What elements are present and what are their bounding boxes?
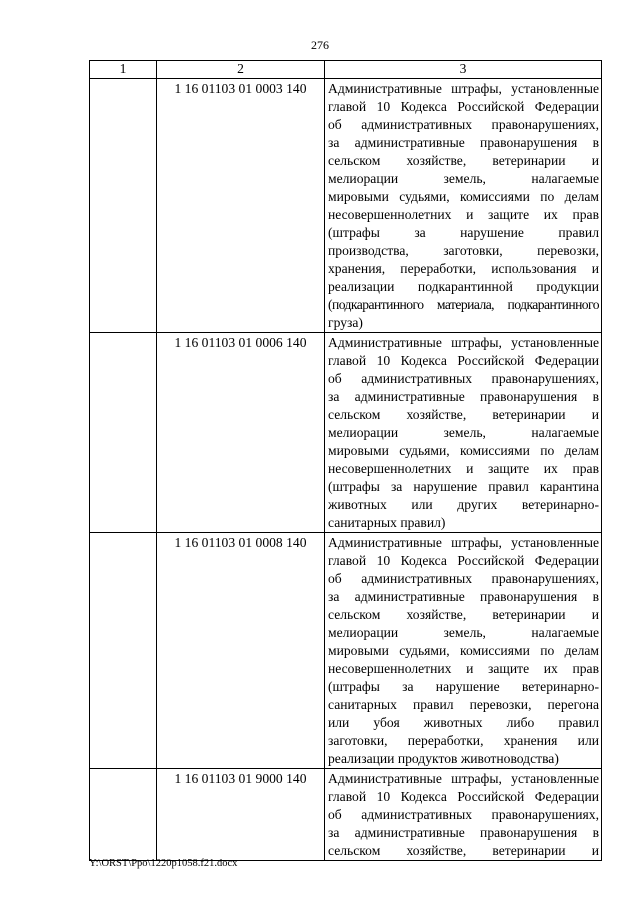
description-line: мелиорации земель, налагаемые: [328, 425, 599, 440]
description-line: мировыми судьями, комиссиями по делам: [328, 443, 599, 458]
description-cell: [325, 79, 602, 333]
description-line: главой 10 Кодекса Российской Федерации: [328, 353, 599, 368]
column-header-1: 1: [90, 61, 157, 79]
description-line: сельском хозяйстве, ветеринарии и: [328, 843, 599, 858]
description-line: (подкарантинного материала, подкарантинного: [328, 297, 599, 312]
description-line: мелиорации земель, налагаемые: [328, 171, 599, 186]
description-line: несовершеннолетних и защите их прав: [328, 661, 599, 676]
column-header-3: 3: [325, 61, 602, 79]
description-line: несовершеннолетних и защите их прав: [328, 461, 599, 476]
description-line: за административные правонарушения в: [328, 389, 599, 404]
description-line: об административных правонарушениях,: [328, 571, 599, 586]
description-line: несовершеннолетних и защите их прав: [328, 207, 599, 222]
description-line: мировыми судьями, комиссиями по делам: [328, 189, 599, 204]
description-line: за административные правонарушения в: [328, 825, 599, 840]
description-line: главой 10 Кодекса Российской Федерации: [328, 99, 599, 114]
table-row: [90, 333, 602, 533]
description-line: главой 10 Кодекса Российской Федерации: [328, 789, 599, 804]
row-number-cell: [90, 769, 157, 861]
description-cell: [325, 769, 602, 861]
description-line: за административные правонарушения в: [328, 589, 599, 604]
description-line: санитарных правил перевозки, перегона: [328, 697, 599, 712]
description-line: реализации подкарантинной продукции: [328, 279, 599, 294]
description-line: Административные штрафы, установленные: [328, 335, 599, 350]
description-line: мировыми судьями, комиссиями по делам: [328, 643, 599, 658]
description-line: (штрафы за нарушение правил: [328, 225, 599, 240]
revenue-code-cell: 1 16 01103 01 0006 140: [157, 333, 325, 533]
description-line: хранения, переработки, использования и: [328, 261, 599, 276]
description-line: производства, заготовки, перевозки,: [328, 243, 599, 258]
table-row: [90, 769, 602, 861]
description-line: (штрафы за нарушение ветеринарно-: [328, 679, 599, 694]
description-line: сельском хозяйстве, ветеринарии и: [328, 407, 599, 422]
table-row: [90, 533, 602, 769]
revenue-code-cell: 1 16 01103 01 9000 140: [157, 769, 325, 861]
description-line: Административные штрафы, установленные: [328, 771, 599, 786]
description-line: мелиорации земель, налагаемые: [328, 625, 599, 640]
description-line: или убоя животных либо правил: [328, 715, 599, 730]
description-line: груза): [328, 315, 363, 330]
description-line: об административных правонарушениях,: [328, 807, 599, 822]
table-header-row: [90, 61, 602, 79]
table-row: [90, 79, 602, 333]
description-line: сельском хозяйстве, ветеринарии и: [328, 607, 599, 622]
page-number: 276: [311, 38, 329, 52]
revenue-code-cell: 1 16 01103 01 0008 140: [157, 533, 325, 769]
description-line: об административных правонарушениях,: [328, 371, 599, 386]
description-line: заготовки, переработки, хранения или: [328, 733, 599, 748]
description-line: (штрафы за нарушение правил карантина: [328, 479, 599, 494]
description-line: реализации продуктов животноводства): [328, 751, 559, 766]
table-body: [90, 79, 602, 861]
description-line: санитарных правил): [328, 515, 446, 530]
row-number-cell: [90, 533, 157, 769]
description-line: Административные штрафы, установленные: [328, 535, 599, 550]
description-line: главой 10 Кодекса Российской Федерации: [328, 553, 599, 568]
revenue-codes-table: [89, 60, 602, 861]
description-line: животных или других ветеринарно-: [328, 497, 599, 512]
description-line: об административных правонарушениях,: [328, 117, 599, 132]
description-line: Административные штрафы, установленные: [328, 81, 599, 96]
footer-file-path: Y:\ORST\Ppo\1220p1058.f21.docx: [89, 858, 238, 869]
column-header-2: 2: [157, 61, 325, 79]
description-cell: [325, 533, 602, 769]
revenue-code-cell: 1 16 01103 01 0003 140: [157, 79, 325, 333]
description-line: сельском хозяйстве, ветеринарии и: [328, 153, 599, 168]
description-cell: [325, 333, 602, 533]
row-number-cell: [90, 79, 157, 333]
description-line: за административные правонарушения в: [328, 135, 599, 150]
row-number-cell: [90, 333, 157, 533]
